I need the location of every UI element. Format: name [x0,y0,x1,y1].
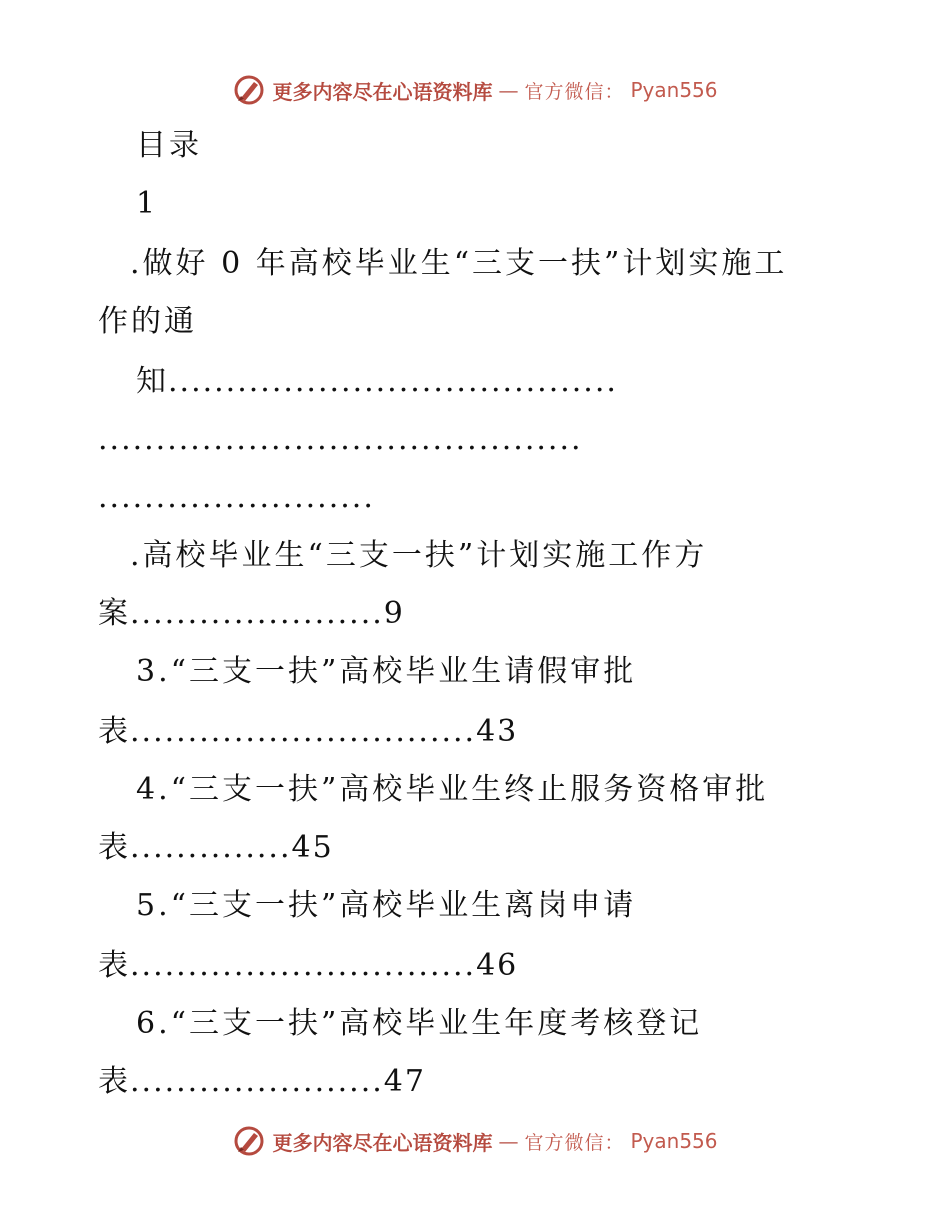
toc-item-5-line-2: 表..............................46 [98,948,519,983]
pen-logo-icon [232,1124,266,1158]
watermark-wechat-id: Pyan556 [630,78,718,102]
watermark-banner-bottom [0,1121,950,1161]
watermark-wechat-label: 官方微信： [524,1131,625,1154]
toc-title: 目录 [136,128,202,163]
toc-item-2-line-1: .高校毕业生“三支一扶”计划实施工作方 [130,538,708,573]
toc-item-3-line-2: 表..............................43 [98,714,519,749]
toc-item-6-line-2: 表......................47 [98,1064,426,1099]
watermark-wechat-id: Pyan556 [630,1129,718,1153]
watermark-wechat-label: 官方微信： [524,80,625,103]
watermark-site-name: 更多内容尽在心语资料库 [272,1130,493,1155]
toc-item-2-line-2: 案......................9 [98,596,405,631]
watermark-banner-top [0,70,950,110]
watermark-dash: — [498,1129,519,1153]
pen-logo-icon [232,73,266,107]
toc-item-3-line-1: 3.“三支一扶”高校毕业生请假审批 [136,654,637,689]
toc-number: 1 [136,186,159,221]
toc-item-1-line-5: ........................ [98,480,375,515]
toc-item-5-line-1: 5.“三支一扶”高校毕业生离岗申请 [136,888,637,923]
toc-item-1-line-1: .做好 0 年高校毕业生“三支一扶”计划实施工 [130,246,788,281]
toc-item-1-line-4: .......................................... [98,422,583,457]
watermark-site-name: 更多内容尽在心语资料库 [272,79,493,104]
toc-item-1-line-3: 知....................................... [136,364,618,399]
toc-item-1-line-2: 作的通 [98,304,197,339]
toc-item-4-line-2: 表..............45 [98,830,334,865]
watermark-dash: — [498,78,519,102]
toc-item-6-line-1: 6.“三支一扶”高校毕业生年度考核登记 [136,1006,703,1041]
toc-item-4-line-1: 4.“三支一扶”高校毕业生终止服务资格审批 [136,772,769,807]
